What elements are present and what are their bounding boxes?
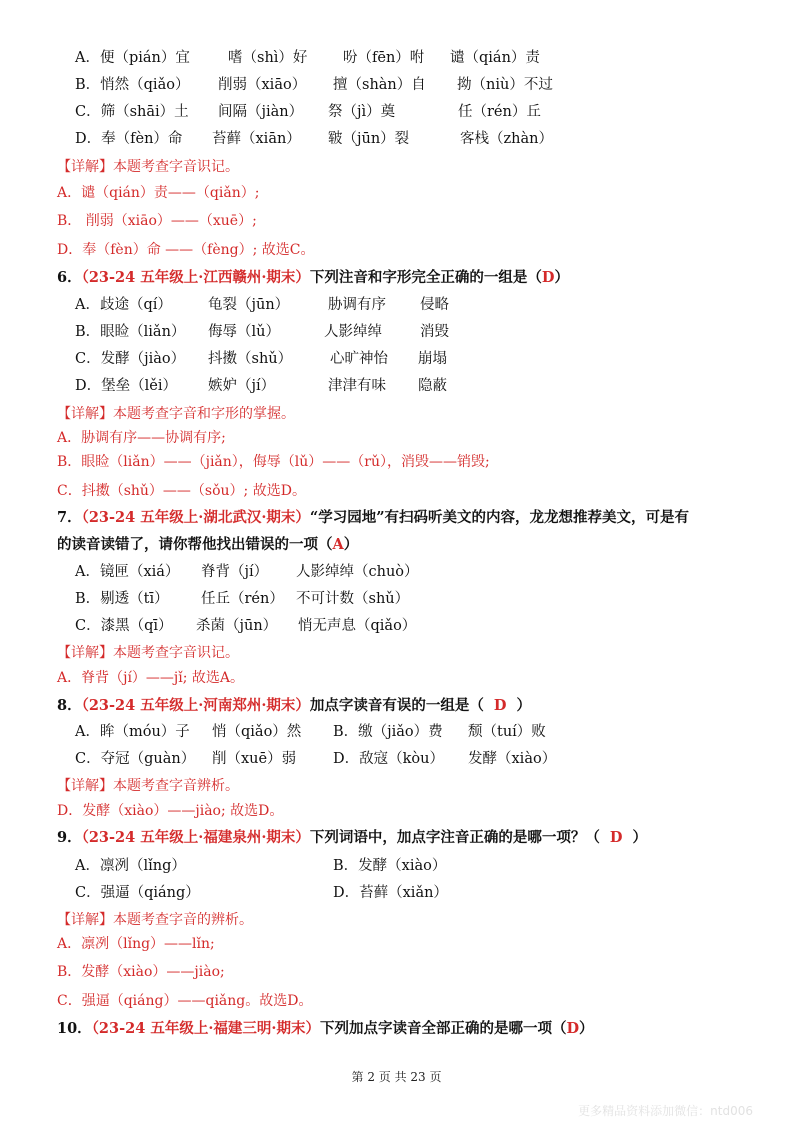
q9-explain-line: A．凛冽（lǐng）——lǐn; — [57, 936, 215, 952]
question-source: （23-24 五年级上·河南郑州·期末） — [81, 697, 310, 714]
q9-explain-heading: 【详解】本题考查字音的辨析。 — [57, 912, 253, 928]
q6-explain-line: A．胁调有序——协调有序; — [57, 430, 226, 446]
q5-explain-heading: 【详解】本题考查字音识记。 — [57, 159, 239, 175]
question-7: 7．（23-24 五年级上·湖北武汉·期末）“学习园地”有扫码听美文的内容，龙龙想推荐美文，可是有 — [57, 509, 690, 526]
q7-explain-line: A．脊背（jí）——jǐ; 故选A。 — [57, 670, 245, 686]
q5-explain-line: D．奉（fèn）命 ——（fèng）; 故选C。 — [57, 242, 315, 258]
answer: D — [493, 697, 507, 714]
question-9: 9．（23-24 五年级上·福建泉州·期末）下列词语中，加点字注音正确的是哪一项？（ D ） — [57, 829, 647, 846]
q8-explain-heading: 【详解】本题考查字音辨析。 — [57, 778, 239, 794]
question-8: 8．（23-24 五年级上·河南郑州·期末）加点字读音有误的一组是（ D ） — [57, 697, 531, 714]
question-10: 10．（23-24 五年级上·福建三明·期末）下列加点字读音全部正确的是哪一项（D） — [57, 1020, 594, 1037]
q6-explain-heading: 【详解】本题考查字音和字形的掌握。 — [57, 406, 295, 422]
question-source: （23-24 五年级上·福建三明·期末） — [91, 1020, 320, 1037]
page-footer: 第 2 页 共 23 页 — [351, 1070, 442, 1084]
answer: A — [332, 536, 344, 553]
q9-explain-line: C．强逼（qiáng）——qiǎng。故选D。 — [57, 993, 313, 1009]
question-7-continued: 的读音读错了，请你帮他找出错误的一项（A） — [57, 536, 359, 553]
question-source: （23-24 五年级上·江西赣州·期末） — [81, 269, 310, 286]
answer: D — [566, 1020, 580, 1037]
q5-explain-line: A．谴（qián）责——（qiǎn）; — [57, 185, 260, 201]
q6-explain-line: B．眼睑（liǎn）——（jiǎn），侮辱（lǔ）——（rǔ），消毁——销毁; — [57, 454, 490, 470]
q5-explain-line: B． 削弱（xiāo）——（xuē）; — [57, 213, 257, 229]
q7-explain-heading: 【详解】本题考查字音识记。 — [57, 645, 239, 661]
q8-explain-line: D．发酵（xiào）——jiào; 故选D。 — [57, 803, 284, 819]
q6-explain-line: C．抖擞（shǔ）——（sǒu）; 故选D。 — [57, 483, 306, 499]
q9-explain-line: B．发酵（xiào）——jiào; — [57, 964, 225, 980]
question-source: （23-24 五年级上·湖北武汉·期末） — [81, 509, 310, 526]
answer: D — [609, 829, 623, 846]
question-6: 6．（23-24 五年级上·江西赣州·期末）下列注音和字形完全正确的一组是（D） — [57, 269, 569, 286]
watermark: 更多精品资料添加微信：ntd006 — [578, 1104, 753, 1118]
question-source: （23-24 五年级上·福建泉州·期末） — [81, 829, 310, 846]
answer: D — [541, 269, 555, 286]
